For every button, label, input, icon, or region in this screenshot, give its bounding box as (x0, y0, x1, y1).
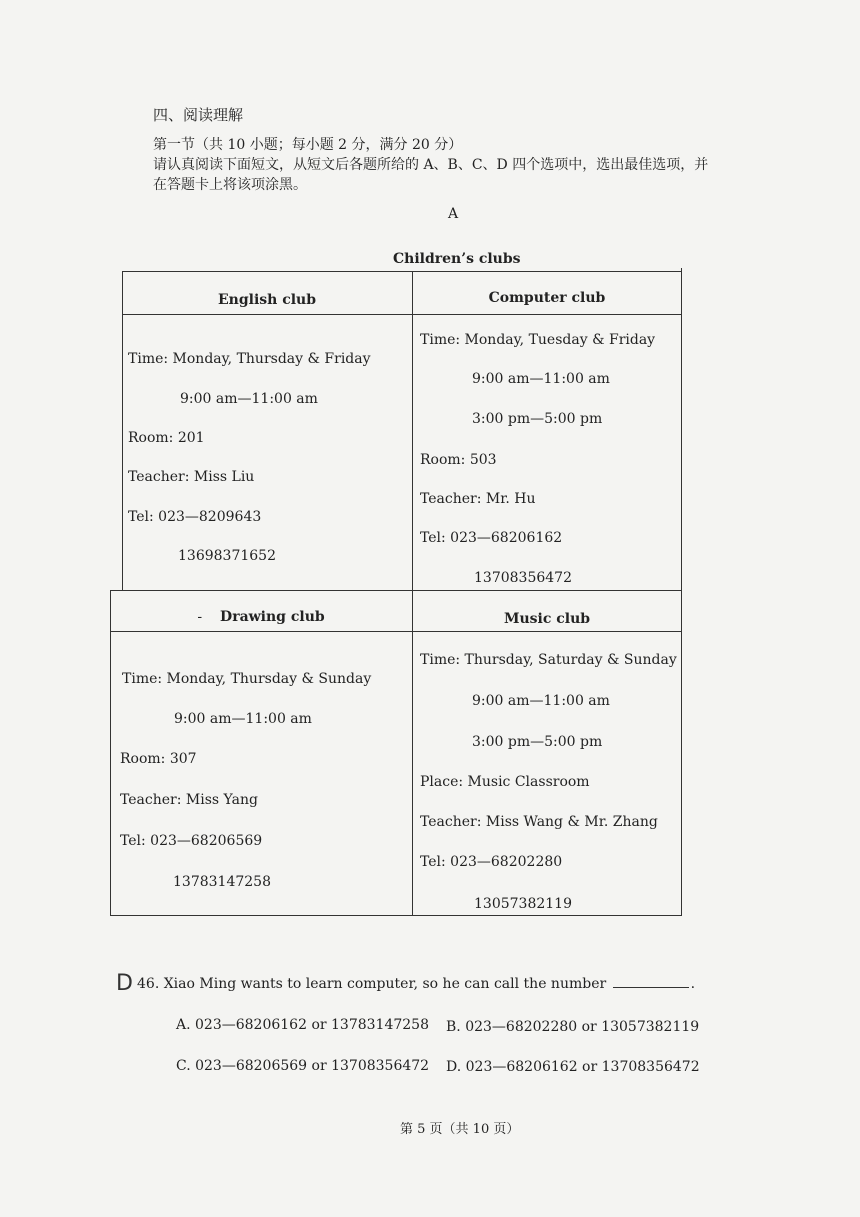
music-club-place: Place: Music Classroom (420, 774, 590, 790)
table-border-bottom (110, 915, 682, 916)
question-46-period: . (690, 976, 696, 992)
computer-club-hours-afternoon: 3:00 pm—5:00 pm (472, 411, 603, 427)
english-club-time: Time: Monday, Thursday & Friday (128, 351, 371, 367)
table-border-top (122, 271, 682, 272)
drawing-club-teacher: Teacher: Miss Yang (120, 792, 258, 808)
table-border-right (681, 268, 682, 916)
music-club-teacher: Teacher: Miss Wang & Mr. Zhang (420, 814, 658, 830)
passage-label: A (448, 206, 459, 222)
computer-club-teacher: Teacher: Mr. Hu (420, 491, 536, 507)
table-border-left-upper (122, 271, 123, 591)
computer-club-mobile: 13708356472 (474, 570, 572, 586)
drawing-club-mobile: 13783147258 (173, 874, 271, 890)
drawing-club-heading (110, 609, 412, 625)
instruction-line-1: 第一节（共 10 小题；每小题 2 分，满分 20 分） (153, 137, 463, 153)
music-club-hours-afternoon: 3:00 pm—5:00 pm (472, 734, 603, 750)
table-title: Children’s clubs (393, 251, 521, 267)
table-border-left-lower (110, 590, 111, 916)
header-divider-top (122, 314, 682, 315)
computer-club-time: Time: Monday, Tuesday & Friday (420, 332, 656, 348)
drawing-club-tel: Tel: 023—68206569 (120, 833, 263, 849)
question-46-stem (137, 976, 695, 992)
question-46-text: 46. Xiao Ming wants to learn computer, so he can call the number (137, 976, 607, 992)
drawing-club-hours: 9:00 am—11:00 am (174, 711, 312, 727)
instruction-line-3: 在答题卡上将该项涂黑。 (153, 177, 307, 193)
english-club-tel: Tel: 023—8209643 (128, 509, 262, 525)
music-club-heading: Music club (503, 611, 591, 627)
option-a: A. 023—68206162 or 13783147258 (176, 1017, 429, 1033)
option-b: B. 023—68202280 or 13057382119 (446, 1019, 700, 1035)
drawing-club-room: Room: 307 (120, 751, 197, 767)
option-d: D. 023—68206162 or 13708356472 (446, 1059, 700, 1075)
header-divider-bottom (110, 631, 682, 632)
section-title: 四、阅读理解 (153, 106, 244, 124)
english-club-teacher: Teacher: Miss Liu (128, 469, 255, 485)
drawing-club-heading-mark: - (197, 609, 203, 625)
instruction-line-2: 请认真阅读下面短文，从短文后各题所给的 A、B、C、D 四个选项中，选出最佳选项，并 (153, 157, 709, 173)
computer-club-tel: Tel: 023—68206162 (420, 530, 563, 546)
handwritten-answer-mark: D (116, 971, 133, 996)
music-club-time: Time: Thursday, Saturday & Sunday (420, 652, 677, 668)
music-club-tel: Tel: 023—68202280 (420, 854, 563, 870)
table-divider-vertical (412, 271, 413, 916)
music-club-hours-morning: 9:00 am—11:00 am (472, 693, 610, 709)
english-club-room: Room: 201 (128, 430, 205, 446)
computer-club-room: Room: 503 (420, 452, 497, 468)
music-club-mobile: 13057382119 (474, 896, 572, 912)
computer-club-heading: Computer club (488, 290, 606, 306)
middle-divider (110, 590, 682, 591)
english-club-mobile: 13698371652 (178, 548, 276, 564)
page-footer: 第 5 页（共 10 页） (400, 1122, 520, 1137)
drawing-club-time: Time: Monday, Thursday & Sunday (122, 671, 372, 687)
clubs-table (110, 268, 682, 916)
option-c: C. 023—68206569 or 13708356472 (176, 1058, 430, 1074)
answer-blank (613, 987, 689, 988)
english-club-hours: 9:00 am—11:00 am (180, 391, 318, 407)
drawing-club-heading-text: Drawing club (220, 609, 325, 625)
english-club-heading: English club (217, 292, 317, 308)
computer-club-hours-morning: 9:00 am—11:00 am (472, 371, 610, 387)
